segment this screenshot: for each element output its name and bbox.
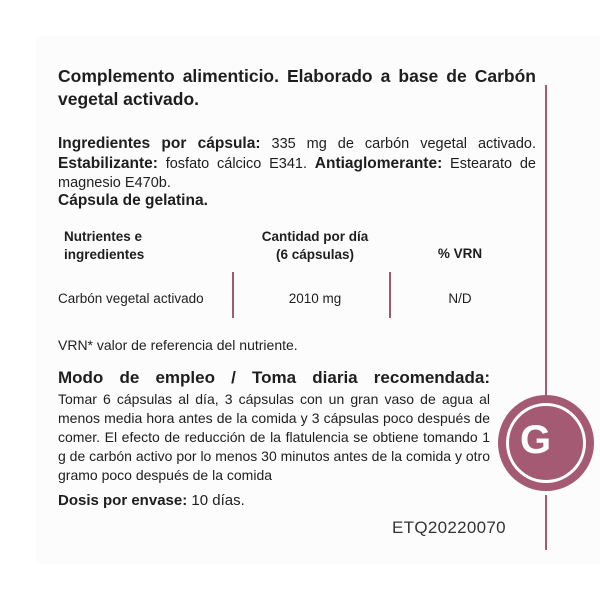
stabilizer-value: fosfato cálcico E341. <box>157 156 315 172</box>
ingredients-value: 335 mg de carbón vegetal activado. <box>260 136 536 152</box>
table-cell-vrn: N/D <box>448 291 472 306</box>
usage-title: Modo de empleo / Toma diaria recomendada: <box>58 368 490 387</box>
table-header-vrn: % VRN <box>437 246 483 261</box>
table-cell-amount: 2010 mg <box>288 291 342 306</box>
edge-accent-line <box>545 495 547 550</box>
dose-per-package <box>58 492 245 509</box>
dose-value: 10 días. <box>187 492 245 509</box>
table-header-nutrients: Nutrientes e ingredientes <box>64 229 145 262</box>
capsule-note: Cápsula de gelatina. <box>58 192 208 209</box>
brand-logo-letter: G <box>520 418 552 462</box>
label-code: ETQ20220070 <box>392 518 506 537</box>
dose-label: Dosis por envase: <box>58 492 188 509</box>
anticaking-value: Estearato de magnesio E470b. <box>58 156 536 191</box>
vrn-footnote: VRN* valor de referencia del nutriente. <box>58 337 298 353</box>
table-divider <box>232 272 234 318</box>
product-description: Complemento alimenticio. Elaborado a base de Carbón vegetal activado. <box>58 66 536 109</box>
ingredients-paragraph <box>58 134 536 193</box>
ingredients-label: Ingredientes por cápsula: <box>58 135 261 152</box>
stabilizer-label: Estabilizante: <box>58 155 158 172</box>
anticaking-label: Antiaglomerante: <box>314 155 443 172</box>
table-cell-ingredient: Carbón vegetal activado <box>58 291 204 306</box>
table-divider <box>389 272 391 318</box>
usage-instructions: Tomar 6 cápsulas al día, 3 cápsulas con un gran vaso de agua al menos media hora antes de la comida y 3 cápsulas poco después de comer. El efecto de reducción de la flatulencia se obtiene tomando 1 g de carbón activo por lo menos 30 minutos antes de la comida y otro gramo poco después de la comida <box>58 391 490 483</box>
table-header-amount: Cantidad por día (6 cápsulas) <box>261 229 369 262</box>
